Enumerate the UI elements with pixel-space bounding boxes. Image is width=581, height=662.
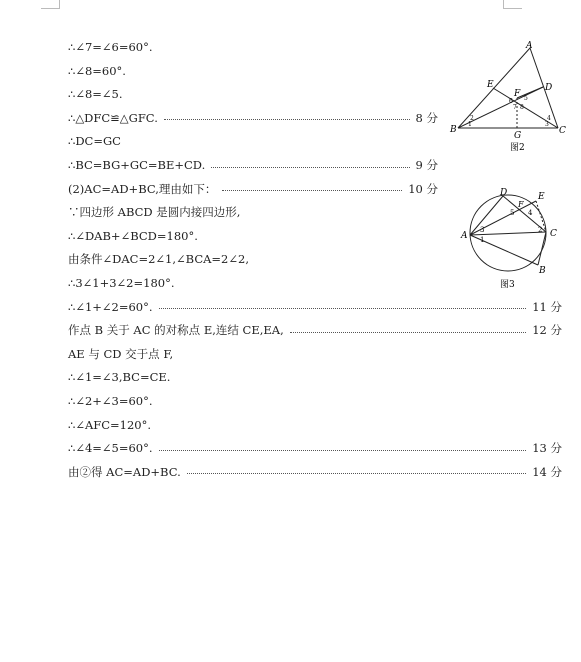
fig2-angle-1: 1 <box>468 121 472 128</box>
line-text: ∴∠AFC=120°. <box>68 417 152 432</box>
score-label: 8 分 <box>415 110 438 125</box>
solution-line <box>68 108 438 128</box>
line-text: ∴△DFC≌△GFC. <box>68 110 158 125</box>
line-text: ∴∠8=∠5. <box>68 87 123 102</box>
dot-leader <box>164 119 410 120</box>
dot-leader <box>159 450 527 451</box>
solution-line <box>68 415 440 435</box>
fig3-label-b: B <box>539 266 546 276</box>
solution-line <box>68 226 440 246</box>
score-label: 10 分 <box>408 181 438 196</box>
fig2-angle-5: 5 <box>524 95 528 102</box>
solution-line <box>68 462 562 482</box>
solution-line <box>68 438 562 458</box>
fig2-label-g: G <box>514 131 522 141</box>
line-text: ∴∠4=∠5=60°. <box>68 441 153 456</box>
solution-line <box>68 320 562 340</box>
solution-line <box>68 367 440 387</box>
solution-line <box>68 202 440 222</box>
fig3-angle-2: 2 <box>538 226 543 234</box>
line-text: ∴∠1=∠3,BC=CE. <box>68 370 171 385</box>
line-text: AE 与 CD 交于点 F, <box>68 346 174 361</box>
fig2-label-d: D <box>545 83 553 93</box>
fig2-label-a: A <box>526 41 533 51</box>
line-text: ∴DC=GC <box>68 134 121 149</box>
fig3-angle-3: 3 <box>480 226 485 234</box>
line-text: 作点 B 关于 AC 的对称点 E,连结 CE,EA, <box>68 323 284 338</box>
dot-leader <box>159 308 527 309</box>
fig3-angle-1: 1 <box>480 236 485 244</box>
solution-line <box>68 391 440 411</box>
solution-line <box>68 155 438 175</box>
fig3-caption: 图3 <box>500 280 515 290</box>
line-text: ∴∠7=∠6=60°. <box>68 40 153 54</box>
solution-line <box>68 249 440 269</box>
fig2-angle-3: 3 <box>545 121 549 128</box>
solution-line <box>68 179 438 199</box>
fig3-label-c: C <box>550 229 557 239</box>
fig2-caption: 图2 <box>510 143 525 153</box>
score-label: 13 分 <box>532 441 562 456</box>
dot-leader <box>222 190 402 191</box>
solution-line <box>68 297 562 317</box>
fig2-label-b: B <box>450 125 457 135</box>
dot-leader <box>187 473 526 474</box>
solution-line <box>68 61 440 81</box>
line-text: ∴∠8=60°. <box>68 63 126 78</box>
fig2-angle-8: 8 <box>520 104 524 111</box>
fig3-label-a: A <box>461 231 468 241</box>
dot-leader <box>211 167 409 168</box>
line-text: ∴∠1+∠2=60°. <box>68 299 153 314</box>
fig2-label-c: C <box>559 126 566 136</box>
fig2-angle-6: 6 <box>509 98 513 105</box>
fig2-angle-4: 4 <box>547 115 551 122</box>
line-text: ∴∠2+∠3=60°. <box>68 394 153 408</box>
fig2-angle-2: 2 <box>470 115 474 122</box>
line-text: ∵四边形 ABCD 是圆内接四边形, <box>68 205 241 220</box>
score-label: 14 分 <box>532 464 562 479</box>
solution-line <box>68 131 440 151</box>
line-text: ∴3∠1+3∠2=180°. <box>68 276 175 290</box>
solution-line <box>68 37 440 57</box>
score-label: 12 分 <box>532 323 562 338</box>
fig3-label-f: F <box>518 200 524 209</box>
fig2-label-e: E <box>487 80 494 90</box>
score-label: 9 分 <box>415 158 438 172</box>
figure-2 <box>448 40 566 155</box>
line-text: 由条件∠DAC=2∠1,∠BCA=2∠2, <box>68 252 249 267</box>
dot-leader <box>290 332 526 333</box>
fig2-angle-7: 7 <box>513 104 517 111</box>
figure-3 <box>458 185 566 290</box>
fig3-label-e: E <box>538 192 545 202</box>
line-text: (2)AC=AD+BC,理由如下： <box>68 181 217 196</box>
score-label: 11 分 <box>532 299 562 314</box>
fig2-label-f: F <box>514 89 521 99</box>
solution-line <box>68 344 440 364</box>
fig3-angle-4: 4 <box>528 209 533 217</box>
line-text: ∴∠DAB+∠BCD=180°. <box>68 228 198 243</box>
fig3-angle-5: 5 <box>510 209 515 217</box>
line-text: ∴BC=BG+GC=BE+CD. <box>68 158 206 172</box>
fig3-label-d: D <box>500 188 508 198</box>
line-text: 由②得 AC=AD+BC. <box>68 464 181 479</box>
solution-line <box>68 273 440 293</box>
solution-line <box>68 84 440 104</box>
